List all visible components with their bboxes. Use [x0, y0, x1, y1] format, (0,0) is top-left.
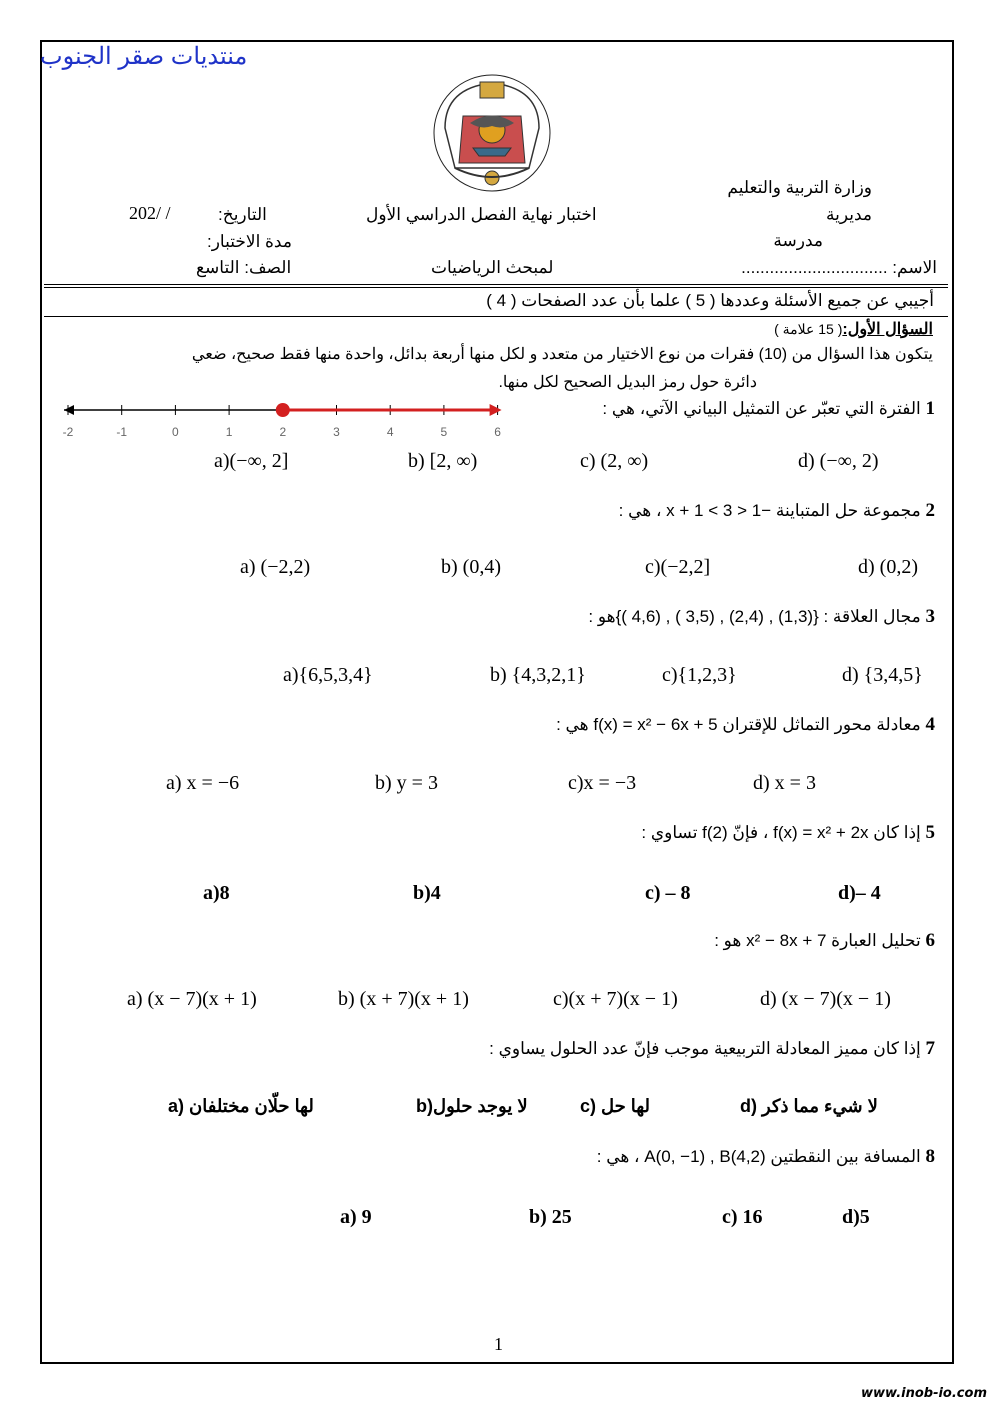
option-b-q2[interactable]: b) (0,4) [441, 556, 501, 578]
question-text: إذا كان f(x) = x² + 2x ، فإنّ f(2) تساوي : [641, 823, 921, 842]
option-a-q1[interactable]: a)(−∞, 2] [214, 450, 289, 472]
option-a-q4[interactable]: a) x = −6 [166, 772, 240, 794]
exam-title: اختبار نهاية الفصل الدراسي الأول [366, 205, 597, 224]
question-number: 1 [925, 398, 935, 419]
question-number: 3 [925, 606, 935, 627]
question-text: مجموعة حل المتباينة −1 < x + 1 < 3 ، هي : [618, 501, 921, 520]
option-a-q5[interactable]: a)8 [203, 882, 230, 904]
number-line-left-arrow [64, 405, 74, 415]
question-text: مجال العلاقة : {(1,3) , (2,4) , (3,5 ) , (4,6 )}هو : [588, 607, 921, 626]
option-a-q3[interactable]: a){6,5,3,4} [283, 664, 373, 686]
option-a-q7[interactable]: a) لها حلّان مختلفان [168, 1096, 314, 1116]
option-d-q6[interactable]: d) (x − 7)(x − 1) [760, 988, 891, 1010]
school-label: مدرسة [773, 231, 823, 250]
directorate-label: مديرية [826, 205, 872, 224]
question-text: معادلة محور التماثل للإقتران f(x) = x² − 6x + 5 هي : [556, 715, 921, 734]
instructions: أجيبي عن جميع الأسئلة وعددها ( 5 ) علما بأن عدد الصفحات ( 4 ) [486, 291, 934, 310]
option-c-q8[interactable]: c) 16 [722, 1206, 763, 1228]
question-number: 7 [925, 1038, 935, 1059]
option-b-q8[interactable]: b) 25 [529, 1206, 572, 1228]
option-b-q6[interactable]: b) (x + 7)(x + 1) [338, 988, 469, 1010]
option-c-q2[interactable]: c)(−2,2] [645, 556, 711, 578]
question-4 [556, 714, 935, 736]
question-5 [641, 822, 935, 844]
section-marks: ( 15 علامة ) [774, 321, 843, 337]
section-title: السؤال الأول: [842, 321, 933, 338]
option-c-q5[interactable]: c) – 8 [645, 882, 691, 904]
option-d-q2[interactable]: d) (0,2) [858, 556, 918, 578]
header-divider-top [44, 284, 948, 285]
question-7 [489, 1038, 935, 1060]
question-number: 4 [925, 714, 935, 735]
option-c-q6[interactable]: c)(x + 7)(x − 1) [553, 988, 678, 1010]
option-d-q4[interactable]: d) x = 3 [753, 772, 816, 794]
watermark-text: منتديات صقر الجنوب [40, 43, 248, 70]
student-name-field: الاسم: ............................... [741, 258, 937, 277]
number-line-closed-point [276, 403, 290, 417]
question-number: 2 [925, 500, 935, 521]
section-intro-line1: يتكون هذا السؤال من (10) فقرات من نوع الاختيار من متعدد و لكل منها أربعة بدائل، واحدة منها فقط صحيح، ضعي [191, 346, 933, 363]
option-d-q5[interactable]: d)– 4 [838, 882, 881, 904]
header-divider-bottom [44, 287, 948, 288]
instructions-divider [44, 316, 948, 317]
option-b-q7[interactable]: b)لا يوجد حلول [416, 1096, 528, 1116]
number-line-tick-label: 6 [494, 425, 501, 439]
question-6 [714, 930, 935, 952]
option-c-q3[interactable]: c){1,2,3} [662, 664, 737, 686]
date-label: التاريخ: [218, 205, 267, 224]
question-2 [619, 500, 935, 522]
option-b-q1[interactable]: b) [2, ∞) [408, 450, 478, 472]
option-a-q2[interactable]: a) (−2,2) [240, 556, 311, 578]
number-line-tick-label: 0 [172, 425, 179, 439]
option-d-q3[interactable]: d) {3,4,5} [842, 664, 923, 686]
question-number: 5 [925, 822, 935, 843]
option-b-q3[interactable]: b) {4,3,2,1} [490, 664, 586, 686]
option-c-q4[interactable]: c)x = −3 [568, 772, 637, 794]
number-line-tick-label: 4 [386, 425, 394, 439]
subject-label: لمبحث الرياضيات [431, 258, 554, 277]
question-text: الفترة التي تعبّر عن التمثيل البياني الآتي، هي : [602, 399, 921, 418]
footer-url: www.inob-io.com [861, 1386, 987, 1401]
option-a-q6[interactable]: a) (x − 7)(x + 1) [127, 988, 257, 1010]
question-8 [597, 1146, 935, 1168]
number-line-tick-label: 5 [440, 425, 448, 439]
question-text: المسافة بين النقطتين A(0, −1) , B(4,2) ، هي : [596, 1147, 921, 1166]
section-intro-line2: دائرة حول رمز البديل الصحيح لكل منها. [498, 374, 757, 391]
option-d-q1[interactable]: d) (−∞, 2) [798, 450, 879, 472]
question-text: إذا كان مميز المعادلة التربيعية موجب فإنّ عدد الحلول يساوي : [489, 1039, 921, 1058]
option-a-q8[interactable]: a) 9 [340, 1206, 372, 1228]
grade-label: الصف: التاسع [196, 258, 292, 277]
question-number: 8 [925, 1146, 935, 1167]
page-number: 1 [494, 1334, 503, 1354]
option-c-q7[interactable]: c) لها حل [580, 1096, 651, 1116]
number-line-right-arrow [490, 404, 502, 416]
question-1 [602, 398, 935, 420]
ministry-name: وزارة التربية والتعليم [727, 178, 872, 197]
question-number: 6 [925, 930, 935, 951]
number-line-tick-label: -1 [116, 425, 128, 439]
question-text: تحليل العبارة x² − 8x + 7 هو : [714, 931, 921, 950]
number-line-tick-label: 1 [225, 425, 233, 439]
question-3 [588, 606, 935, 628]
option-d-q8[interactable]: d)5 [842, 1206, 870, 1228]
option-b-q5[interactable]: b)4 [413, 882, 441, 904]
option-c-q1[interactable]: c) (2, ∞) [580, 450, 649, 472]
duration-label: مدة الاختبار: [207, 232, 292, 251]
option-b-q4[interactable]: b) y = 3 [375, 772, 438, 794]
number-line-chart [58, 396, 508, 440]
option-d-q7[interactable]: d) لا شيء مما ذكر [740, 1096, 878, 1116]
number-line-tick-label: 3 [333, 425, 340, 439]
number-line-tick-label: 2 [279, 425, 287, 439]
date-value: 202/ / [129, 203, 171, 223]
jordan-emblem-icon [425, 68, 560, 198]
number-line-tick-label: -2 [62, 425, 74, 439]
